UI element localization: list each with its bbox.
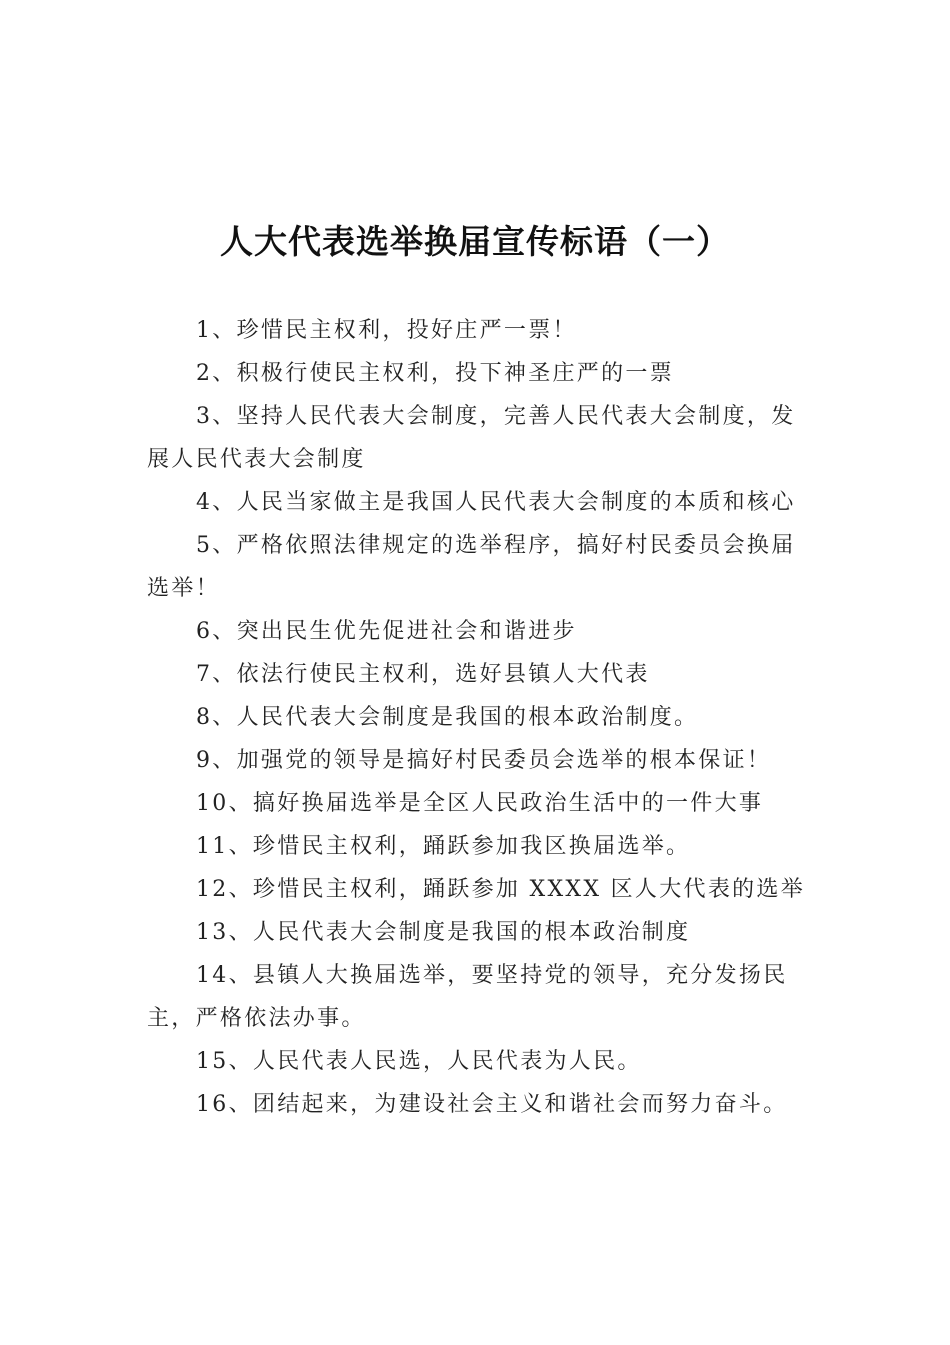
slogan-item-16: 16、团结起来，为建设社会主义和谐社会而努力奋斗。 <box>196 1092 788 1117</box>
slogan-item-2: 2、积极行使民主权利，投下神圣庄严的一票 <box>196 361 674 386</box>
slogan-item-14: 14、县镇人大换届选举，要坚持党的领导，充分发扬民主，严格依法办事。 <box>147 963 788 1031</box>
slogan-item-13: 13、人民代表大会制度是我国的根本政治制度 <box>196 920 691 945</box>
slogan-list <box>147 309 807 1126</box>
slogan-item-9: 9、加强党的领导是搞好村民委员会选举的根本保证！ <box>196 748 772 773</box>
slogan-item-4: 4、人民当家做主是我国人民代表大会制度的本质和核心 <box>196 490 796 515</box>
slogan-item-8: 8、人民代表大会制度是我国的根本政治制度。 <box>196 705 699 730</box>
slogan-item-6: 6、突出民生优先促进社会和谐进步 <box>196 619 577 644</box>
slogan-item-3: 3、坚持人民代表大会制度，完善人民代表大会制度，发展人民代表大会制度 <box>147 404 796 472</box>
document-title: 人大代表选举换届宣传标语（一） <box>220 222 730 261</box>
slogan-item-7: 7、依法行使民主权利，选好县镇人大代表 <box>196 662 650 687</box>
slogan-item-5: 5、严格依照法律规定的选举程序，搞好村民委员会换届选举！ <box>147 533 796 601</box>
slogan-item-1: 1、珍惜民主权利，投好庄严一票！ <box>196 318 577 343</box>
slogan-item-12: 12、珍惜民主权利，踊跃参加 XXXX 区人大代表的选举 <box>196 877 806 902</box>
slogan-item-10: 10、搞好换届选举是全区人民政治生活中的一件大事 <box>196 791 764 816</box>
slogan-item-15: 15、人民代表人民选，人民代表为人民。 <box>196 1049 642 1074</box>
slogan-item-11: 11、珍惜民主权利，踊跃参加我区换届选举。 <box>196 834 691 859</box>
